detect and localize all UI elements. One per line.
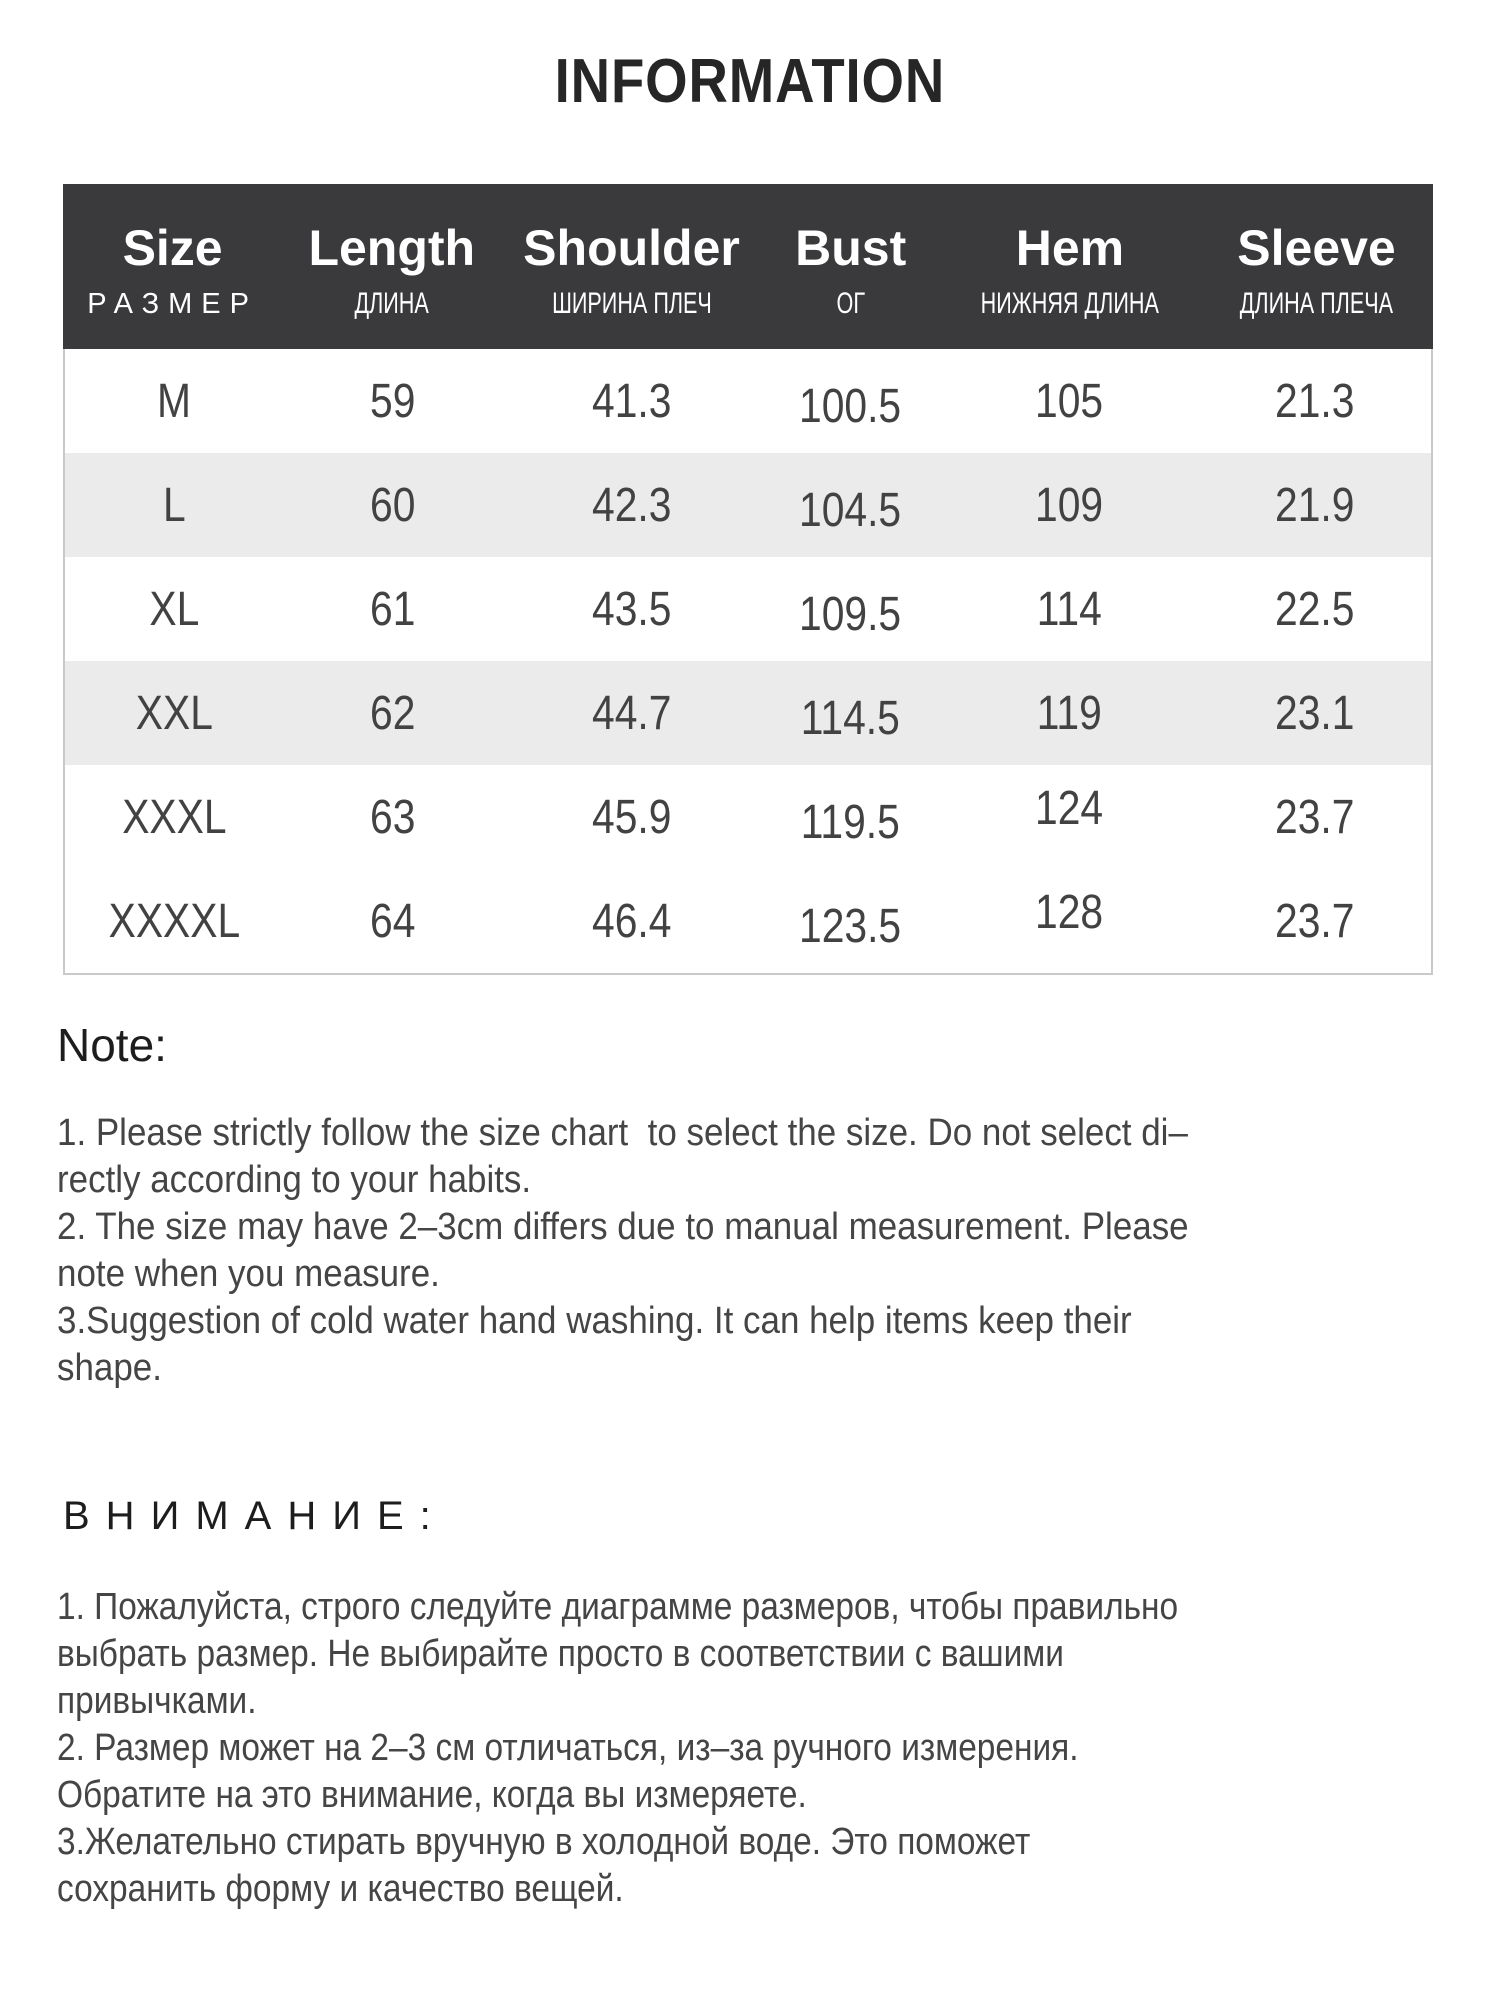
attention-line: 2. Размер может на 2–3 см отличаться, из–за ручного измерения.	[57, 1727, 1079, 1769]
cell-size: XL	[149, 582, 200, 636]
cell-hem: 124	[1034, 781, 1104, 835]
note-line: shape.	[57, 1347, 162, 1389]
header-hem-en: Hem	[1015, 219, 1125, 276]
cell-length: 62	[370, 686, 416, 740]
table-header-row	[63, 184, 1433, 349]
cell-length: 60	[370, 478, 416, 532]
cell-sleeve: 22.5	[1275, 582, 1355, 636]
cell-shoulder: 44.7	[592, 686, 672, 740]
cell-sleeve: 23.1	[1275, 686, 1355, 740]
note-line: note when you measure.	[57, 1253, 440, 1295]
cell-bust: 123.5	[799, 899, 902, 953]
cell-sleeve: 21.3	[1275, 374, 1355, 428]
attention-line: 3.Желательно стирать вручную в холодной воде. Это поможет	[57, 1821, 1031, 1863]
cell-bust: 109.5	[799, 587, 902, 641]
cell-size: XXL	[135, 686, 213, 740]
attention-line: привычками.	[57, 1680, 257, 1722]
cell-size: L	[162, 478, 186, 532]
cell-length: 59	[370, 374, 416, 428]
cell-length: 61	[370, 582, 416, 636]
cell-length: 64	[370, 894, 416, 948]
header-shoulder-ru: ШИРИНА ПЛЕЧ	[551, 286, 712, 320]
attention-line: 1. Пожалуйста, строго следуйте диаграмме размеров, чтобы правильно	[57, 1586, 1179, 1628]
page-title	[0, 46, 1500, 117]
attention-line: сохранить форму и качество вещей.	[57, 1868, 624, 1910]
cell-length: 63	[370, 790, 416, 844]
cell-size: XXXL	[122, 790, 227, 844]
header-sleeve-en: Sleeve	[1237, 219, 1396, 276]
cell-hem: 119	[1036, 686, 1102, 740]
header-length-en: Length	[308, 219, 476, 276]
note-line: 3.Suggestion of cold water hand washing. It can help items keep their	[57, 1300, 1132, 1342]
cell-shoulder: 43.5	[592, 582, 672, 636]
note-line: 1. Please strictly follow the size chart to select the size. Do not select di–	[57, 1112, 1188, 1154]
cell-sleeve: 21.9	[1275, 478, 1355, 532]
cell-sleeve: 23.7	[1275, 790, 1355, 844]
header-size	[63, 184, 282, 349]
header-sleeve-ru: ДЛИНА ПЛЕЧА	[1239, 286, 1394, 320]
header-shoulder	[501, 184, 761, 349]
cell-shoulder: 45.9	[592, 790, 672, 844]
cell-bust: 114.5	[800, 691, 900, 745]
cell-bust: 100.5	[799, 379, 902, 433]
cell-hem: 114	[1036, 582, 1102, 636]
table-row-xxxxl	[65, 869, 1431, 973]
cell-bust: 104.5	[799, 483, 902, 537]
attention-line: выбрать размер. Не выбирайте просто в соответствии с вашими	[57, 1633, 1064, 1675]
header-length-ru: ДЛИНА	[354, 286, 429, 320]
size-chart-table	[63, 184, 1433, 975]
cell-hem: 105	[1034, 374, 1104, 428]
header-sleeve	[1200, 184, 1433, 349]
cell-hem: 109	[1034, 478, 1104, 532]
header-hem	[940, 184, 1200, 349]
attention-heading: ВНИМАНИЕ:	[63, 1494, 447, 1538]
cell-shoulder: 46.4	[592, 894, 672, 948]
cell-sleeve: 23.7	[1275, 894, 1355, 948]
header-bust	[762, 184, 940, 349]
cell-size: M	[157, 374, 192, 428]
table-body	[63, 349, 1433, 975]
header-size-en: Size	[122, 219, 223, 276]
cell-bust: 119.5	[800, 795, 900, 849]
table-row-xl	[65, 557, 1431, 661]
attention-line: Обратите на это внимание, когда вы измеряете.	[57, 1774, 807, 1816]
header-hem-ru: НИЖНЯЯ ДЛИНА	[980, 286, 1160, 320]
cell-shoulder: 41.3	[592, 374, 672, 428]
cell-hem: 128	[1034, 885, 1104, 939]
page-title-text: INFORMATION	[554, 47, 946, 116]
header-length	[282, 184, 501, 349]
table-row-xxl	[65, 661, 1431, 765]
cell-size: XXXXL	[108, 894, 241, 948]
header-size-ru: РАЗМЕР	[87, 287, 258, 320]
note-text-block	[57, 1110, 1287, 1392]
note-line: rectly according to your habits.	[57, 1159, 532, 1201]
table-row-l	[65, 453, 1431, 557]
table-row-m	[65, 349, 1431, 453]
header-shoulder-en: Shoulder	[523, 219, 740, 276]
header-bust-ru: ОГ	[836, 286, 865, 320]
header-bust-en: Bust	[795, 219, 907, 276]
note-line: 2. The size may have 2–3cm differs due to manual measurement. Please	[57, 1206, 1189, 1248]
note-heading: Note:	[57, 1019, 167, 1071]
attention-text-block	[57, 1584, 1331, 1913]
cell-shoulder: 42.3	[592, 478, 672, 532]
table-row-xxxl	[65, 765, 1431, 869]
